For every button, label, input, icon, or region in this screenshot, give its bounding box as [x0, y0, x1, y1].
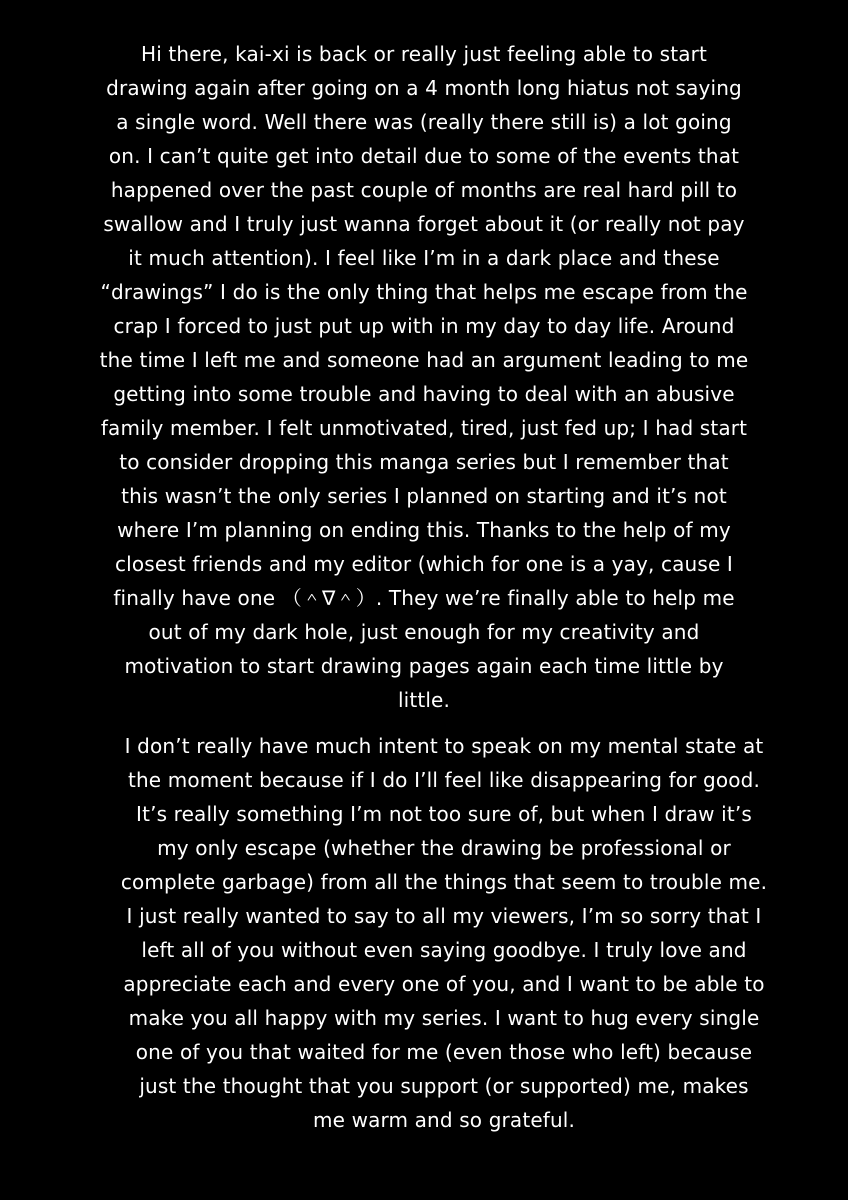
- text-line: the moment because if I do I’ll feel like disappearing for good.: [127, 768, 761, 792]
- text-line: it much attention). I feel like I’m in a dark place and these: [128, 246, 720, 270]
- text-line: motivation to start drawing pages again each time little by: [124, 654, 724, 678]
- text-line: finally have one （＾∇＾）. They we’re finally able to help me: [113, 586, 735, 610]
- text-line: me warm and so grateful.: [312, 1108, 576, 1132]
- text-line: out of my dark hole, just enough for my creativity and: [148, 620, 700, 644]
- text-line: complete garbage) from all the things that seem to trouble me.: [120, 870, 768, 894]
- text-line: this wasn’t the only series I planned on starting and it’s not: [121, 484, 727, 508]
- text-line: crap I forced to just put up with in my day to day life. Around: [113, 314, 735, 338]
- text-line: make you all happy with my series. I want to hug every single: [128, 1006, 760, 1030]
- text-line: swallow and I truly just wanna forget about it (or really not pay: [103, 212, 745, 236]
- paragraph-1: [0, 37, 848, 717]
- text-line: Hi there, kai-xi is back or really just feeling able to start: [141, 42, 707, 66]
- paragraph-2: [20, 729, 848, 1137]
- text-line: happened over the past couple of months are real hard pill to: [110, 178, 738, 202]
- text-line: left all of you without even saying goodbye. I truly love and: [141, 938, 747, 962]
- text-line: getting into some trouble and having to deal with an abusive: [113, 382, 735, 406]
- text-line: a single word. Well there was (really there still is) a lot going: [116, 110, 732, 134]
- text-line: closest friends and my editor (which for one is a yay, cause I: [115, 552, 733, 576]
- text-line: on. I can’t quite get into detail due to some of the events that: [108, 144, 740, 168]
- text-line: where I’m planning on ending this. Thanks to the help of my: [117, 518, 731, 542]
- text-line: I don’t really have much intent to speak on my mental state at: [124, 734, 764, 758]
- text-line: my only escape (whether the drawing be professional or: [157, 836, 731, 860]
- text-line: family member. I felt unmotivated, tired, just fed up; I had start: [100, 416, 748, 440]
- text-line: appreciate each and every one of you, and I want to be able to: [123, 972, 765, 996]
- text-line: one of you that waited for me (even those who left) because: [135, 1040, 753, 1064]
- text-line: just the thought that you support (or supported) me, makes: [139, 1074, 749, 1098]
- text-line: the time I left me and someone had an argument leading to me: [99, 348, 749, 372]
- text-line: I just really wanted to say to all my viewers, I’m so sorry that I: [126, 904, 762, 928]
- text-line: drawing again after going on a 4 month long hiatus not saying: [106, 76, 742, 100]
- text-line: little.: [397, 688, 451, 712]
- text-line: to consider dropping this manga series but I remember that: [119, 450, 729, 474]
- text-line: It’s really something I’m not too sure of, but when I draw it’s: [136, 802, 752, 826]
- text-line: “drawings” I do is the only thing that helps me escape from the: [100, 280, 748, 304]
